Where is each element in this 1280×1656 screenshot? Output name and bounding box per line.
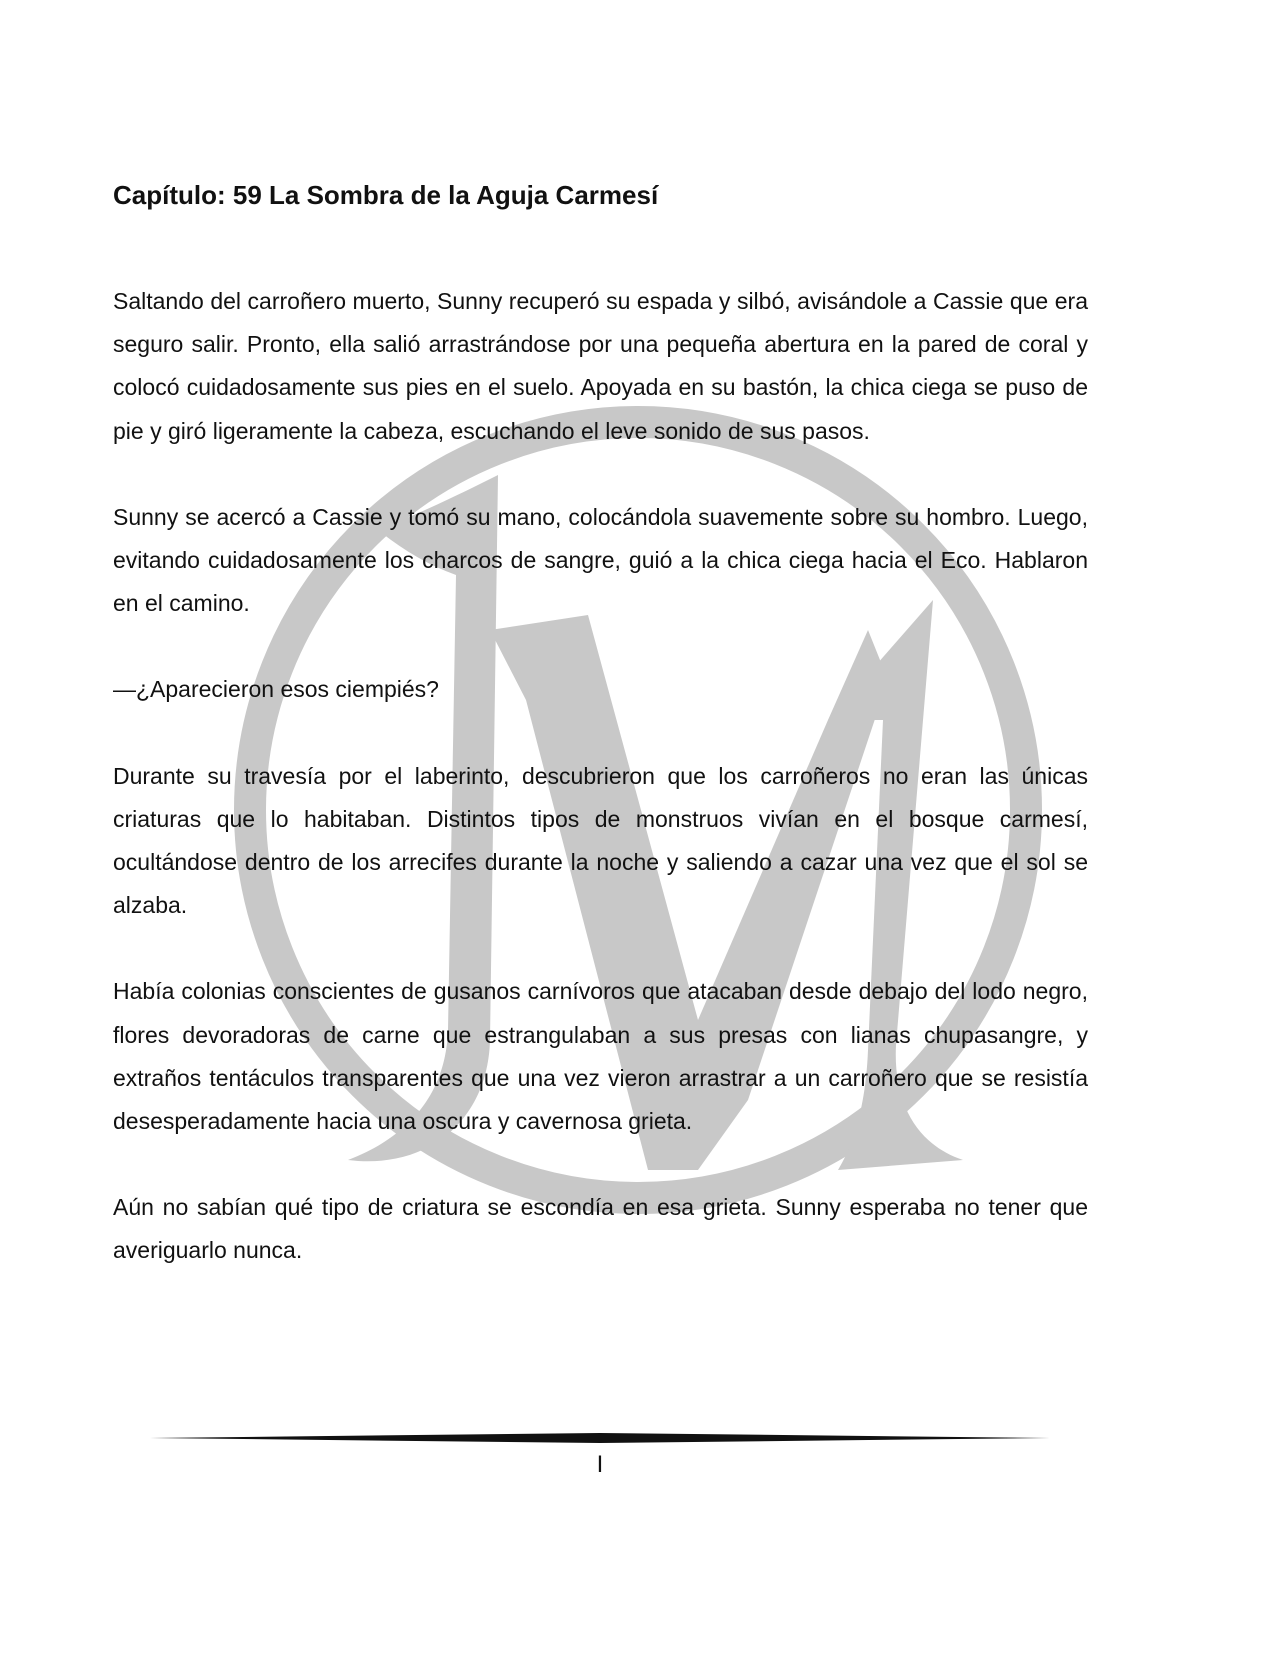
page-number: I [596, 1451, 604, 1478]
chapter-content [113, 174, 1088, 1273]
footer-divider [150, 1432, 1050, 1444]
dialogue-line: —¿Aparecieron esos ciempiés? [113, 676, 439, 703]
paragraph: Sunny se acercó a Cassie y tomó su mano, colocándola suavemente sobre su hombro. Luego, evitando cuidadosamente los charcos de sangre, guió a la chica ciega hacia el Eco. Hablaron en el camino. [113, 503, 1088, 617]
paragraph: Durante su travesía por el laberinto, descubrieron que los carroñeros no eran las únicas criaturas que lo habitaban. Distintos tipos de monstruos vivían en el bosque carmesí, ocultándose dentro de los arrecifes durante la noche y saliendo a cazar una vez que el sol se alzaba. [113, 762, 1088, 919]
paragraph: Aún no sabían qué tipo de criatura se escondía en esa grieta. Sunny esperaba no tener que averiguarlo nunca. [113, 1194, 1088, 1264]
paragraph: Saltando del carroñero muerto, Sunny recuperó su espada y silbó, avisándole a Cassie que era seguro salir. Pronto, ella salió arrastrándose por una pequeña abertura en la pared de coral y colocó cuidadosamente sus pies en el suelo. Apoyada en su bastón, la chica ciega se puso de pie y giró ligeramente la cabeza, escuchando el leve sonido de sus pasos. [113, 288, 1088, 444]
chapter-title: Capítulo: 59 La Sombra de la Aguja Carmesí [113, 180, 659, 210]
paragraph: Había colonias conscientes de gusanos carnívoros que atacaban desde debajo del lodo negro, flores devoradoras de carne que estrangulaban a sus presas con lianas chupasangre, y extraños tentáculos transparentes que una vez vieron arrastrar a un carroñero que se resistía desesperadamente hacia una oscura y cavernosa grieta. [113, 978, 1088, 1135]
